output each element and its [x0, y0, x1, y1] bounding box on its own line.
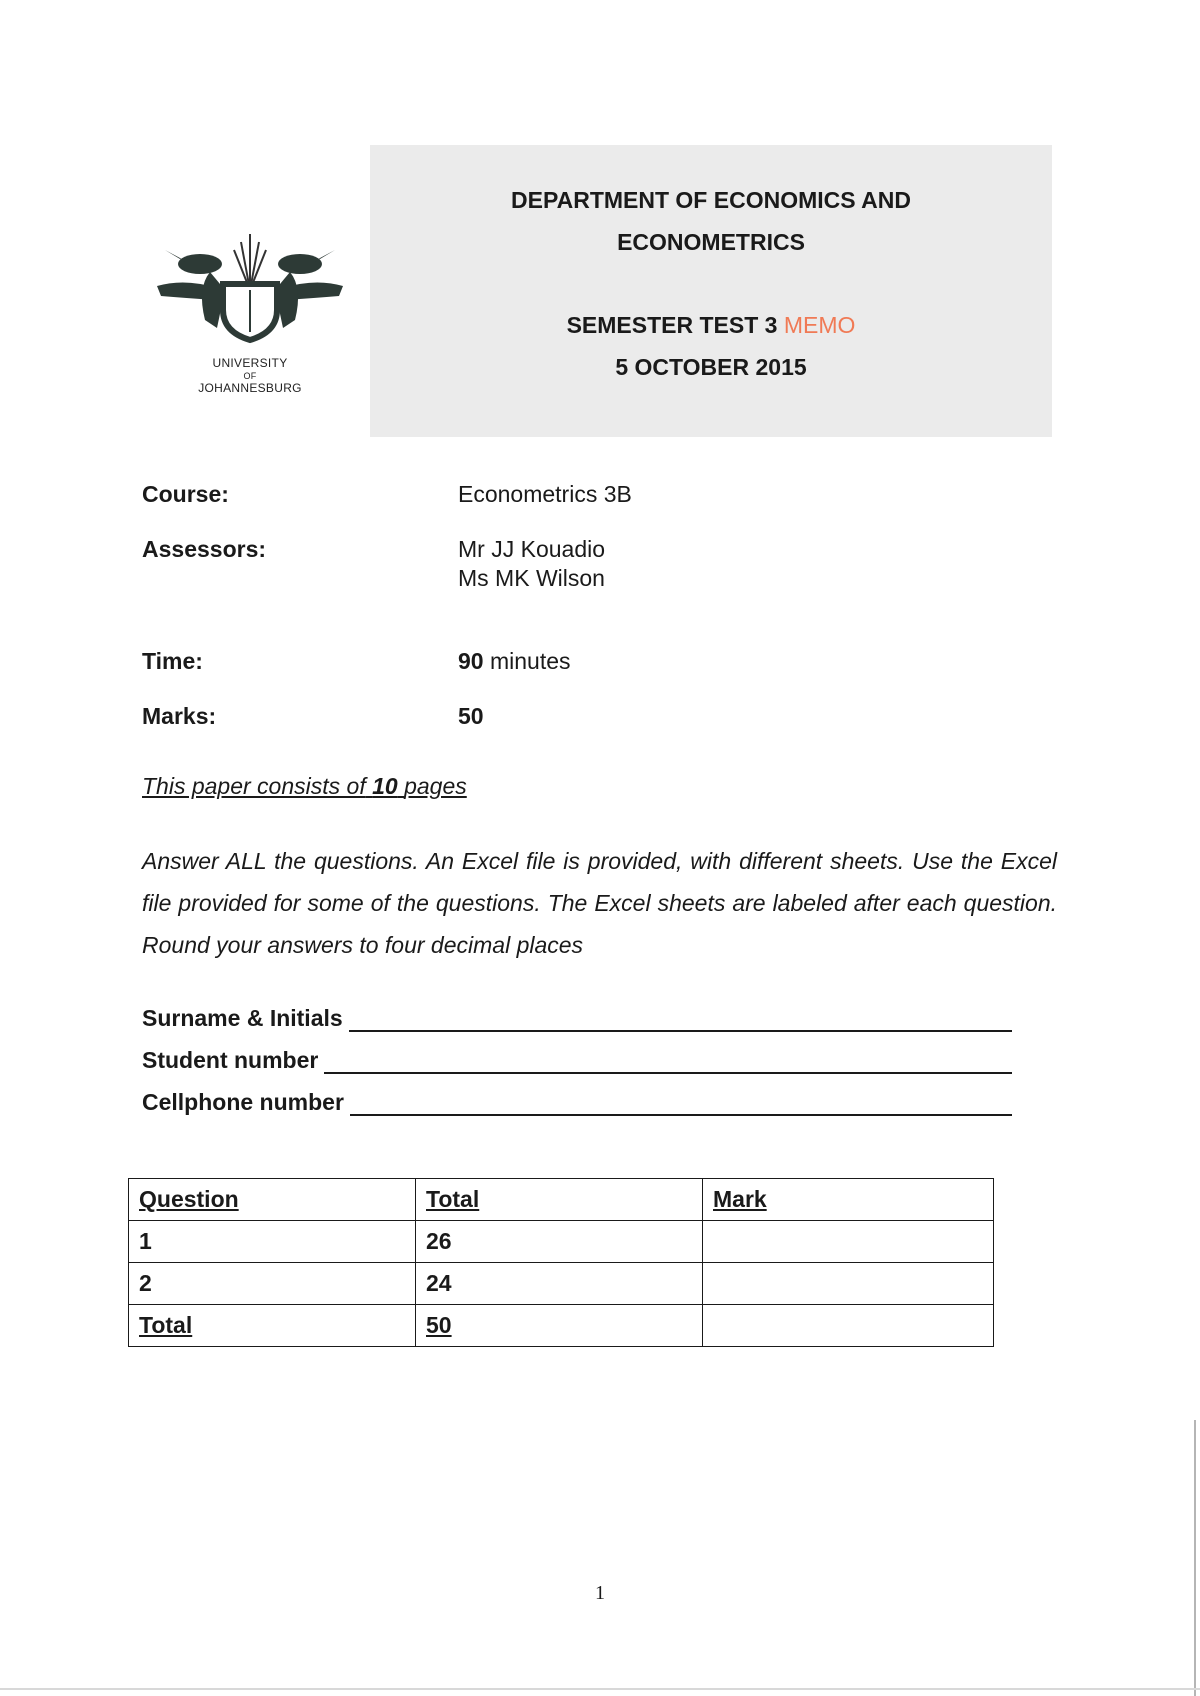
pages-note-prefix: This paper consists of [142, 773, 366, 799]
pages-note-suffix: pages [404, 773, 467, 799]
row-question: 1 [129, 1221, 416, 1263]
table-row [129, 1263, 994, 1305]
course-label: Course: [142, 481, 229, 507]
course-value: Econometrics 3B [458, 481, 632, 507]
header-mark: Mark [703, 1179, 994, 1221]
header-question: Question [129, 1179, 416, 1221]
scan-edge-bottom [0, 1688, 1200, 1690]
total-row-label: Total [129, 1305, 416, 1347]
row-mark[interactable] [703, 1221, 994, 1263]
surname-label: Surname & Initials [142, 1005, 343, 1031]
department-title-line2: ECONOMETRICS [617, 229, 805, 255]
page-number: 1 [595, 1582, 605, 1604]
memo-label: MEMO [783, 312, 856, 338]
university-logo [155, 228, 345, 408]
pages-note-count: 10 [372, 773, 398, 799]
university-crest-icon [155, 228, 345, 353]
total-row-total: 50 [416, 1305, 703, 1347]
surname-field[interactable] [142, 1002, 1012, 1032]
department-title-line1: DEPARTMENT OF ECONOMICS AND [511, 187, 911, 213]
pages-note [142, 773, 467, 800]
time-label: Time: [142, 648, 203, 674]
student-number-field[interactable] [142, 1044, 1012, 1074]
row-question: 2 [129, 1263, 416, 1305]
row-total: 24 [416, 1263, 703, 1305]
marks-table [128, 1178, 994, 1347]
row-mark[interactable] [703, 1263, 994, 1305]
logo-text-of: OF [243, 371, 257, 381]
assessor-1: Mr JJ Kouadio [458, 536, 606, 562]
total-row-mark[interactable] [703, 1305, 994, 1347]
marks-label: Marks: [142, 703, 217, 729]
time-number: 90 [458, 648, 484, 674]
assessor-2: Ms MK Wilson [458, 565, 605, 591]
scan-edge-right [1194, 1420, 1196, 1696]
student-number-input-line[interactable] [324, 1048, 1012, 1074]
row-total: 26 [416, 1221, 703, 1263]
time-value [458, 648, 571, 675]
header-box [370, 145, 1052, 437]
header-total: Total [416, 1179, 703, 1221]
logo-text-johannesburg: JOHANNESBURG [198, 381, 302, 395]
cellphone-field[interactable] [142, 1086, 1012, 1116]
instructions-text: Answer ALL the questions. An Excel file is provided, with different sheets. Use the Excel file provided for some of the questions. The Excel sheets are labeled after each question. Round your answers to four decimal places [142, 848, 1057, 958]
test-title-text: SEMESTER TEST 3 [566, 312, 778, 338]
test-title [370, 312, 1052, 339]
logo-text-university: UNIVERSITY [212, 356, 288, 370]
table-row [129, 1221, 994, 1263]
student-number-label: Student number [142, 1047, 319, 1073]
time-unit: minutes [489, 648, 571, 674]
cellphone-label: Cellphone number [142, 1089, 344, 1115]
table-total-row [129, 1305, 994, 1347]
surname-input-line[interactable] [349, 1006, 1012, 1032]
test-date: 5 OCTOBER 2015 [615, 354, 807, 380]
marks-value: 50 [458, 703, 484, 729]
assessors-label: Assessors: [142, 536, 267, 562]
table-header-row [129, 1179, 994, 1221]
cellphone-input-line[interactable] [350, 1090, 1012, 1116]
